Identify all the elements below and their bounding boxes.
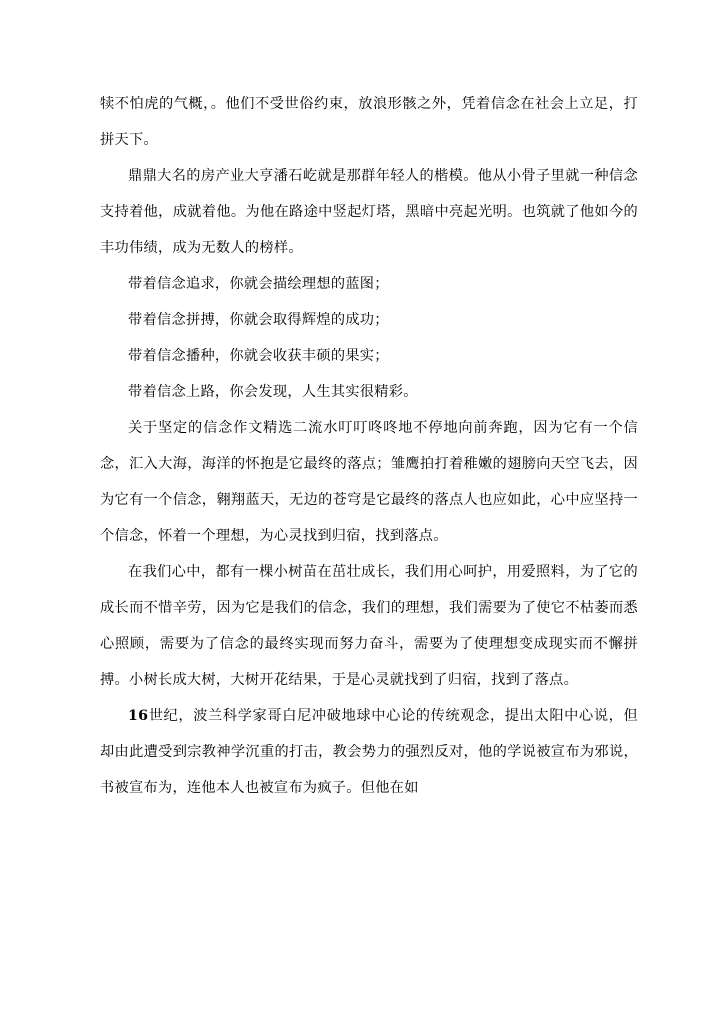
paragraph: 带着信念上路，你会发现，人生其实很精彩。 — [128, 384, 418, 400]
paragraph: 带着信念播种，你就会收获丰硕的果实； — [128, 348, 389, 364]
paragraph-with-bold-lead — [100, 698, 638, 806]
paragraph: 鼎鼎大名的房产业大亨潘石屹就是那群年轻人的楷模。他从小骨子里就一种信念支持着他，成就着他。为他在路途中竖起灯塔，黑暗中亮起光明。也筑就了他如今的丰功伟绩，成为无数人的榜样。 — [100, 168, 638, 256]
document-body — [100, 86, 638, 806]
paragraph: 犊不怕虎的气概，。他们不受世俗约束，放浪形骸之外，凭着信念在社会上立足，打拼天下。 — [100, 96, 638, 148]
paragraph: 带着信念拼搏，你就会取得辉煌的成功； — [128, 312, 389, 328]
paragraph-text: 世纪，波兰科学家哥白尼冲破地球中心论的传统观念，提出太阳中心说，但却由此遭受到宗教神学沉重的打击，教会势力的强烈反对，他的学说被宣布为邪说，书被宣布为，连他本人也被宣布为疯子。但他在如 — [100, 708, 638, 796]
paragraph: 在我们心中，都有一棵小树苗在茁壮成长，我们用心呵护，用爱照料，为了它的成长而不惜辛劳，因为它是我们的信念，我们的理想，我们需要为了使它不枯萎而悉心照顾，需要为了信念的最终实现而努力奋斗，需要为了使理想变成现实而不懈拼搏。小树长成大树，大树开花结果，于是心灵就找到了归宿，找到了落点。 — [100, 564, 638, 688]
paragraph: 带着信念追求，你就会描绘理想的蓝图； — [128, 276, 389, 292]
bold-lead-number: 16 — [128, 708, 149, 724]
paragraph: 关于坚定的信念作文精选二流水叮叮咚咚地不停地向前奔跑，因为它有一个信念，汇入大海，海洋的怀抱是它最终的落点；雏鹰拍打着稚嫩的翅膀向天空飞去，因为它有一个信念，翱翔蓝天，无边的苍穹是它最终的落点人也应如此，心中应坚持一个信念，怀着一个理想，为心灵找到归宿，找到落点。 — [100, 420, 638, 544]
